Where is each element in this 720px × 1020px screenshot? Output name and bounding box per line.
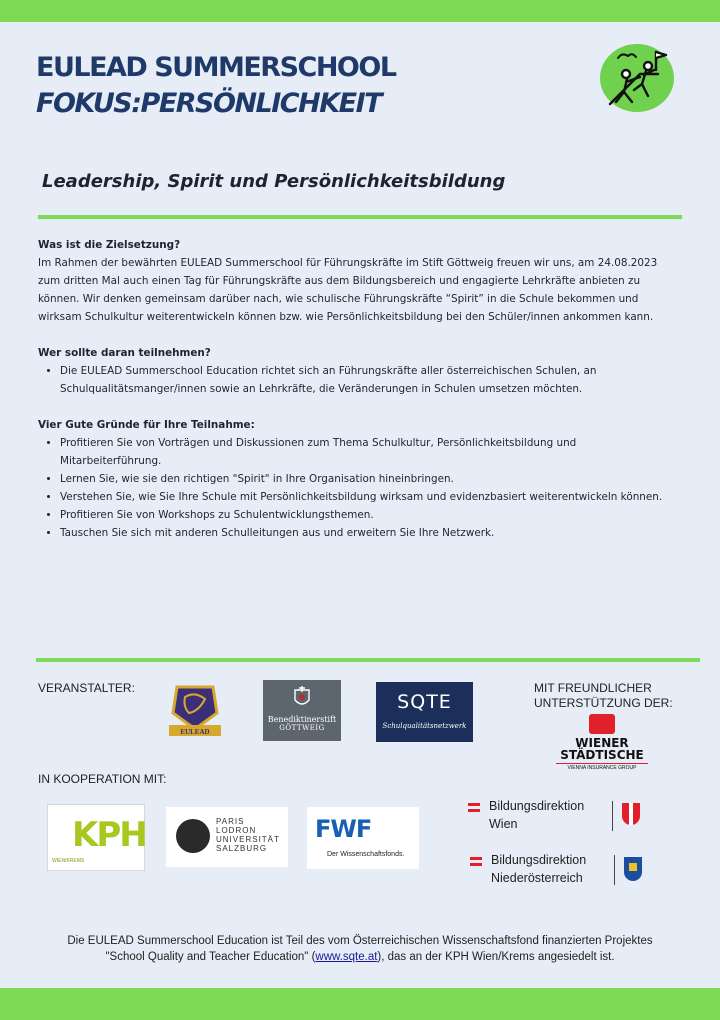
wiener-line1: WIENER bbox=[575, 736, 629, 750]
page-title-focus: FOKUS:PERSÖNLICHKEIT bbox=[36, 88, 382, 119]
kph-logo bbox=[47, 804, 145, 871]
sqte-sub: Schulqualitätsnetzwerk bbox=[382, 722, 467, 730]
subtitle: Leadership, Spirit und Persönlichkeitsbildung bbox=[42, 171, 506, 192]
organizer-label: VERANSTALTER: bbox=[38, 681, 135, 695]
goettweig-line1: Benediktinerstift bbox=[267, 715, 337, 724]
goettweig-logo bbox=[263, 680, 341, 741]
audience-list bbox=[38, 362, 678, 398]
support-label: MIT FREUNDLICHER UNTERSTÜTZUNG DER: bbox=[534, 681, 673, 710]
wiener-line3: VIENNA INSURANCE GROUP bbox=[556, 763, 648, 772]
plus-line3: UNIVERSITÄT bbox=[216, 835, 280, 844]
bottom-accent-bar bbox=[0, 988, 720, 1020]
wiener-staedtische-icon bbox=[589, 714, 615, 734]
eulead-logo-text: EULEAD bbox=[180, 728, 210, 736]
eulead-logo bbox=[163, 683, 227, 741]
cooperation-label: IN KOOPERATION MIT: bbox=[38, 772, 167, 786]
list-item: • Lernen Sie, wie sie den richtigen "Spirit" in Ihre Organisation hineinbringen. bbox=[60, 470, 678, 488]
bd-wien-line1: Bildungsdirektion bbox=[489, 799, 585, 813]
list-item: • Profitieren Sie von Vorträgen und Diskussionen zum Thema Schulkultur, Persönlichkeitsbildung und Mitarbeiterführung. bbox=[60, 434, 678, 470]
divider bbox=[36, 658, 700, 662]
list-item: • Die EULEAD Summerschool Education richtet sich an Führungskräfte aller österreichischen Schulen, an Schulqualitätsmanger/innen sowie an Lehrkräfte, die Veränderungen in Schulen umsetzen möchten. bbox=[60, 362, 678, 398]
kph-sub: WIEN/KREMS bbox=[52, 858, 85, 864]
fwf-logo bbox=[307, 807, 419, 869]
page-title: EULEAD SUMMERSCHOOL bbox=[36, 52, 396, 83]
bildungsdirektion-wien-logo bbox=[468, 799, 648, 835]
reasons-list bbox=[38, 434, 678, 542]
footer-note bbox=[20, 933, 700, 965]
plus-line4: SALZBURG bbox=[216, 844, 268, 853]
goettweig-line2: GÖTTWEIG bbox=[279, 724, 325, 732]
sqte-link[interactable]: www.sqte.at bbox=[315, 951, 378, 963]
wiener-line2: STÄDTISCHE bbox=[560, 748, 644, 762]
bd-wien-line2: Wien bbox=[489, 817, 518, 831]
list-item: • Verstehen Sie, wie Sie Ihre Schule mit Persönlichkeitsbildung wirksam und evidenzbasiert weiterentwickeln können. bbox=[60, 488, 678, 506]
fwf-logo-text: FWF bbox=[315, 815, 372, 843]
plus-line2: LODRON bbox=[216, 826, 257, 835]
fwf-sub: Der Wissenschaftsfonds. bbox=[327, 851, 405, 858]
list-item: • Profitieren Sie von Workshops zu Schulentwicklungsthemen. bbox=[60, 506, 678, 524]
footer-line1: Die EULEAD Summerschool Education ist Teil des vom Österreichischen Wissenschaftsfond finanzierten Projektes bbox=[67, 935, 653, 947]
climbing-figures-icon bbox=[600, 44, 674, 112]
reasons-heading: Vier Gute Gründe für Ihre Teilnahme: bbox=[38, 419, 255, 431]
noe-coat-icon bbox=[624, 857, 642, 881]
sqte-logo bbox=[376, 682, 473, 742]
bd-noe-line2: Niederösterreich bbox=[491, 871, 583, 885]
goal-text: Im Rahmen der bewährten EULEAD Summerschool für Führungskräfte im Stift Göttweig freuen wir uns, am 24.08.2023 zum dritten Mal auch einen Tag für Führungskräfte aus dem Bildungsbereich und engagierte Lehrkräfte anbieten zu können. Wir denken gemeinsam darüber nach, wie schulische Führungskräfte “Spirit” in die Schule bekommen und wirksam Schulkultur weiterentwickeln können bzw. wie Persönlichkeitsbildung bei den Schüler/innen ankommen kann. bbox=[38, 257, 658, 323]
plus-line1: PARIS bbox=[216, 817, 245, 826]
list-item: • Tauschen Sie sich mit anderen Schulleitungen aus und erweitern Sie Ihre Netzwerk. bbox=[60, 524, 678, 542]
audience-heading: Wer sollte daran teilnehmen? bbox=[38, 347, 211, 359]
sqte-logo-text: SQTE bbox=[397, 691, 452, 713]
vienna-coat-icon bbox=[622, 803, 640, 825]
footer-line2-post: ), das an der KPH Wien/Krems angesiedelt ist. bbox=[377, 951, 615, 963]
kph-logo-text: KPH bbox=[72, 815, 146, 855]
divider bbox=[38, 215, 682, 219]
main-content bbox=[38, 236, 678, 542]
bd-noe-line1: Bildungsdirektion bbox=[491, 853, 587, 867]
footer-line2-pre: "School Quality and Teacher Education" ( bbox=[105, 951, 316, 963]
top-accent-bar bbox=[0, 0, 720, 22]
wiener-staedtische-logo bbox=[556, 714, 648, 772]
goal-heading: Was ist die Zielsetzung? bbox=[38, 239, 181, 251]
bildungsdirektion-noe-logo bbox=[470, 853, 650, 889]
plus-salzburg-logo bbox=[166, 807, 288, 867]
plus-seal bbox=[176, 819, 210, 853]
